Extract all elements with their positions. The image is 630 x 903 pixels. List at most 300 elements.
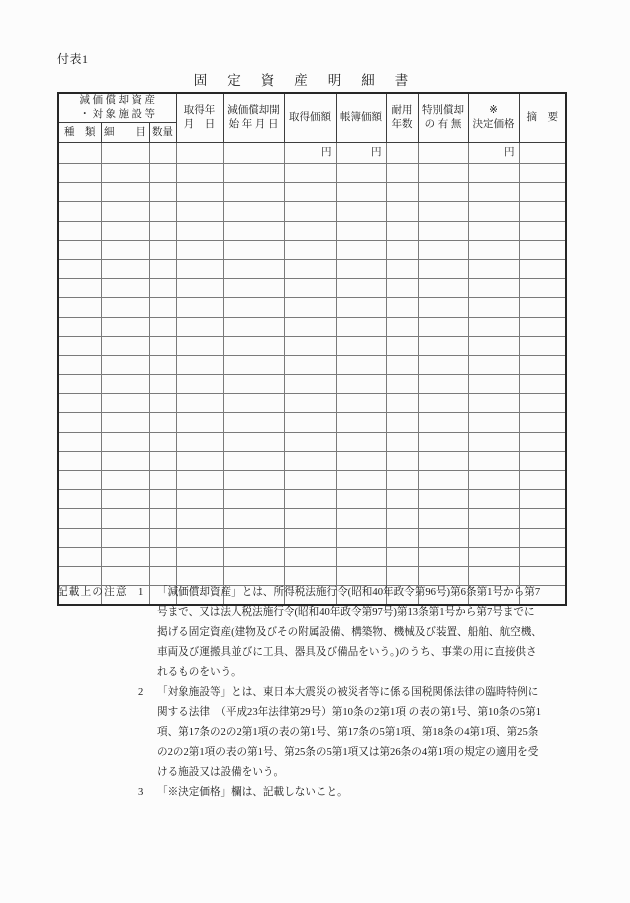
table-cell xyxy=(284,240,336,259)
table-cell xyxy=(284,355,336,374)
table-cell xyxy=(176,375,223,394)
table-cell xyxy=(418,298,468,317)
table-cell xyxy=(176,240,223,259)
table-cell xyxy=(418,221,468,240)
table-cell xyxy=(386,432,418,451)
table-cell xyxy=(519,375,566,394)
table-cell xyxy=(58,509,101,528)
table-cell xyxy=(519,432,566,451)
header-special-depreciation xyxy=(418,93,468,143)
note-line: ける施設又は設備をいう。 xyxy=(157,767,285,778)
header-useful-life-line1: 耐用 xyxy=(391,105,413,117)
asterisk-mark: ※ xyxy=(489,105,498,117)
table-cell xyxy=(101,413,149,432)
table-cell xyxy=(149,451,176,470)
table-cell xyxy=(418,164,468,183)
header-acquisition-date-line1: 取得年 xyxy=(183,105,216,117)
table-cell xyxy=(58,413,101,432)
table-cell xyxy=(58,298,101,317)
table-cell xyxy=(336,259,386,278)
table-cell xyxy=(223,279,284,298)
note-text xyxy=(157,783,577,803)
table-cell xyxy=(223,509,284,528)
header-acquisition-date xyxy=(176,93,223,143)
group-header-depreciable-assets xyxy=(58,93,176,123)
table-cell xyxy=(101,471,149,490)
table-cell xyxy=(418,471,468,490)
table-cell xyxy=(149,298,176,317)
table-cell xyxy=(223,471,284,490)
table-cell xyxy=(58,375,101,394)
table-row xyxy=(58,202,566,221)
table-cell xyxy=(519,143,566,164)
table-cell xyxy=(58,143,101,164)
table-cell xyxy=(336,432,386,451)
table-cell xyxy=(149,259,176,278)
table-cell xyxy=(468,164,519,183)
table-cell xyxy=(149,317,176,336)
table-row xyxy=(58,183,566,202)
table-row xyxy=(58,259,566,278)
table-cell xyxy=(58,183,101,202)
note-line: 項、第17条の2の2第1項の表の第1号、第17条の5第1項、第18条の4第1項、第25条 xyxy=(157,727,539,738)
table-cell xyxy=(336,490,386,509)
table-cell xyxy=(386,471,418,490)
table-cell xyxy=(284,279,336,298)
table-cell xyxy=(58,528,101,547)
table-cell xyxy=(418,317,468,336)
table-cell xyxy=(519,259,566,278)
header-decided-price-line2: 決定価格 xyxy=(472,119,515,130)
table-cell xyxy=(284,547,336,566)
table-cell xyxy=(176,202,223,221)
table-cell xyxy=(101,221,149,240)
header-special-depreciation-line1: 特別償却 xyxy=(422,105,465,117)
table-cell xyxy=(223,394,284,413)
table-cell xyxy=(223,355,284,374)
table-cell xyxy=(223,413,284,432)
table-cell xyxy=(468,451,519,470)
table-cell xyxy=(176,394,223,413)
table-cell xyxy=(386,355,418,374)
table-cell xyxy=(284,432,336,451)
table-cell xyxy=(101,375,149,394)
table-row xyxy=(58,336,566,355)
table-cell xyxy=(101,202,149,221)
asset-table-body xyxy=(58,143,566,606)
table-cell xyxy=(418,279,468,298)
table-cell xyxy=(519,183,566,202)
note-text xyxy=(157,683,577,783)
appendix-label: 付表1 xyxy=(57,52,89,66)
table-cell xyxy=(519,471,566,490)
table-cell xyxy=(386,221,418,240)
document-title: 固定資産明細書 xyxy=(193,73,429,88)
note-item xyxy=(138,683,577,783)
table-cell xyxy=(223,547,284,566)
note-number: 1 xyxy=(138,587,144,598)
table-cell xyxy=(468,355,519,374)
table-cell xyxy=(336,279,386,298)
table-cell xyxy=(336,221,386,240)
table-cell xyxy=(58,471,101,490)
table-cell xyxy=(149,279,176,298)
table-cell xyxy=(101,547,149,566)
table-row xyxy=(58,240,566,259)
table-cell xyxy=(336,413,386,432)
table-cell xyxy=(58,221,101,240)
table-cell xyxy=(519,451,566,470)
table-cell xyxy=(418,432,468,451)
table-cell xyxy=(284,336,336,355)
table-cell xyxy=(223,240,284,259)
table-cell xyxy=(284,221,336,240)
table-cell xyxy=(223,183,284,202)
table-cell xyxy=(519,164,566,183)
note-number: 2 xyxy=(138,687,144,698)
table-cell xyxy=(149,336,176,355)
table-cell xyxy=(519,221,566,240)
table-cell xyxy=(284,528,336,547)
table-cell xyxy=(468,413,519,432)
table-cell xyxy=(223,375,284,394)
table-cell xyxy=(418,375,468,394)
table-cell xyxy=(58,164,101,183)
table-cell xyxy=(223,336,284,355)
table-row xyxy=(58,509,566,528)
note-line: 号まで、又は法人税法施行令(昭和40年政令第97号)第13条第1号から第7号までに xyxy=(157,607,535,618)
header-depreciation-start-date xyxy=(223,93,284,143)
table-cell xyxy=(468,471,519,490)
unit-yen-decided-price: 円 xyxy=(468,143,519,164)
table-cell xyxy=(58,432,101,451)
table-cell xyxy=(223,164,284,183)
table-cell xyxy=(149,490,176,509)
table-cell xyxy=(386,509,418,528)
table-cell xyxy=(468,432,519,451)
table-cell xyxy=(468,279,519,298)
table-cell xyxy=(386,413,418,432)
note-item xyxy=(138,783,577,803)
table-cell xyxy=(386,240,418,259)
table-cell xyxy=(336,240,386,259)
table-cell xyxy=(149,202,176,221)
table-cell xyxy=(418,259,468,278)
note-line: 「対象施設等」とは、東日本大震災の被災者等に係る国税関係法律の臨時特例に xyxy=(157,687,539,698)
table-cell xyxy=(101,509,149,528)
unit-row xyxy=(58,143,566,164)
table-cell xyxy=(386,394,418,413)
notes-label: 記載上の注意 xyxy=(57,587,128,598)
table-cell xyxy=(284,259,336,278)
table-cell xyxy=(176,298,223,317)
table-cell xyxy=(149,221,176,240)
table-row xyxy=(58,547,566,566)
table-cell xyxy=(223,528,284,547)
table-cell xyxy=(336,375,386,394)
table-row xyxy=(58,164,566,183)
table-row xyxy=(58,471,566,490)
table-cell xyxy=(418,509,468,528)
table-cell xyxy=(176,336,223,355)
table-cell xyxy=(176,509,223,528)
header-acquisition-price: 取得価額 xyxy=(284,93,336,143)
table-cell xyxy=(223,298,284,317)
table-row xyxy=(58,279,566,298)
table-cell xyxy=(101,143,149,164)
table-cell xyxy=(58,547,101,566)
note-line: 掲げる固定資産(建物及びその附属設備、構築物、機械及び装置、船舶、航空機、 xyxy=(157,627,542,638)
table-cell xyxy=(176,471,223,490)
asset-table-header xyxy=(58,93,566,143)
group-header-line1: 減価償却資産 xyxy=(79,95,158,107)
table-cell xyxy=(101,317,149,336)
table-cell xyxy=(519,298,566,317)
table-cell xyxy=(101,336,149,355)
table-cell xyxy=(519,240,566,259)
table-cell xyxy=(101,432,149,451)
note-line: の2の2第1項の表の第1号、第25条の5第1項又は第26条の4第1項の規定の適用を受 xyxy=(157,747,539,758)
table-cell xyxy=(418,183,468,202)
table-cell xyxy=(101,279,149,298)
table-cell xyxy=(386,279,418,298)
table-cell xyxy=(149,355,176,374)
table-cell xyxy=(58,240,101,259)
table-cell xyxy=(386,547,418,566)
table-cell xyxy=(58,202,101,221)
table-cell xyxy=(101,490,149,509)
table-cell xyxy=(519,528,566,547)
table-cell xyxy=(223,143,284,164)
table-cell xyxy=(58,317,101,336)
table-cell xyxy=(176,547,223,566)
table-cell xyxy=(149,164,176,183)
table-cell xyxy=(386,202,418,221)
table-cell xyxy=(418,490,468,509)
table-row xyxy=(58,355,566,374)
subheader-type: 種 類 xyxy=(58,123,101,143)
table-cell xyxy=(336,355,386,374)
table-row xyxy=(58,394,566,413)
table-cell xyxy=(386,298,418,317)
subheader-quantity: 数量 xyxy=(149,123,176,143)
header-decided-price xyxy=(468,93,519,143)
table-cell xyxy=(468,298,519,317)
table-cell xyxy=(223,202,284,221)
table-cell xyxy=(336,202,386,221)
table-cell xyxy=(336,164,386,183)
table-cell xyxy=(176,528,223,547)
note-line: 車両及び運搬具並びに工具、器具及び備品をいう。)のうち、事業の用に直接供さ xyxy=(157,647,537,658)
table-cell xyxy=(149,413,176,432)
table-cell xyxy=(58,259,101,278)
table-cell xyxy=(519,279,566,298)
table-row xyxy=(58,528,566,547)
table-cell xyxy=(468,375,519,394)
table-cell xyxy=(418,355,468,374)
table-cell xyxy=(284,164,336,183)
table-cell xyxy=(58,451,101,470)
table-cell xyxy=(284,375,336,394)
table-cell xyxy=(149,471,176,490)
table-cell xyxy=(468,240,519,259)
table-cell xyxy=(223,432,284,451)
table-cell xyxy=(176,143,223,164)
table-cell xyxy=(149,509,176,528)
header-acquisition-date-line2: 月 日 xyxy=(183,119,216,130)
notes-section xyxy=(57,583,577,803)
table-cell xyxy=(58,355,101,374)
table-cell xyxy=(519,394,566,413)
table-cell xyxy=(468,317,519,336)
table-cell xyxy=(336,183,386,202)
table-cell xyxy=(101,355,149,374)
table-cell xyxy=(284,298,336,317)
table-cell xyxy=(149,528,176,547)
table-cell xyxy=(386,375,418,394)
table-cell xyxy=(176,355,223,374)
table-cell xyxy=(58,394,101,413)
table-cell xyxy=(519,202,566,221)
header-depreciation-start-line1: 減価償却開 xyxy=(227,105,280,117)
fixed-asset-table xyxy=(57,92,567,606)
note-item xyxy=(138,583,577,683)
table-cell xyxy=(519,413,566,432)
table-row xyxy=(58,298,566,317)
table-cell xyxy=(101,394,149,413)
table-cell xyxy=(101,528,149,547)
table-cell xyxy=(176,432,223,451)
table-cell xyxy=(284,490,336,509)
unit-yen-acquisition-price: 円 xyxy=(284,143,336,164)
table-cell xyxy=(468,547,519,566)
subheader-detail: 細 目 xyxy=(101,123,149,143)
table-cell xyxy=(336,528,386,547)
table-cell xyxy=(149,547,176,566)
note-line: れるものをいう。 xyxy=(157,667,242,678)
table-cell xyxy=(284,183,336,202)
table-cell xyxy=(223,451,284,470)
header-useful-life xyxy=(386,93,418,143)
table-cell xyxy=(336,509,386,528)
table-cell xyxy=(284,317,336,336)
table-cell xyxy=(223,490,284,509)
table-cell xyxy=(418,547,468,566)
table-cell xyxy=(176,413,223,432)
table-cell xyxy=(149,183,176,202)
table-cell xyxy=(386,183,418,202)
group-header-line2: ・対象施設等 xyxy=(79,109,158,120)
table-cell xyxy=(386,164,418,183)
table-row xyxy=(58,375,566,394)
table-row xyxy=(58,490,566,509)
table-cell xyxy=(519,317,566,336)
table-cell xyxy=(284,509,336,528)
table-cell xyxy=(223,259,284,278)
table-cell xyxy=(336,336,386,355)
table-row xyxy=(58,432,566,451)
table-cell xyxy=(176,221,223,240)
table-cell xyxy=(336,471,386,490)
table-cell xyxy=(176,317,223,336)
notes-items xyxy=(138,583,577,803)
table-cell xyxy=(386,336,418,355)
table-cell xyxy=(336,547,386,566)
note-number: 3 xyxy=(138,787,144,798)
table-cell xyxy=(284,413,336,432)
table-row xyxy=(58,413,566,432)
table-cell xyxy=(468,528,519,547)
table-cell xyxy=(223,221,284,240)
note-line: 「※決定価格」欄は、記載しないこと。 xyxy=(157,787,348,798)
table-cell xyxy=(418,394,468,413)
table-cell xyxy=(519,509,566,528)
table-cell xyxy=(101,240,149,259)
table-cell xyxy=(519,355,566,374)
table-cell xyxy=(101,183,149,202)
table-row xyxy=(58,221,566,240)
table-cell xyxy=(176,259,223,278)
table-cell xyxy=(519,490,566,509)
note-text xyxy=(157,583,577,683)
header-row-top xyxy=(58,93,566,123)
table-cell xyxy=(468,509,519,528)
header-remarks: 摘 要 xyxy=(519,93,566,143)
table-cell xyxy=(101,451,149,470)
table-cell xyxy=(149,394,176,413)
table-cell xyxy=(468,221,519,240)
table-cell xyxy=(176,279,223,298)
table-cell xyxy=(519,547,566,566)
table-cell xyxy=(176,490,223,509)
table-cell xyxy=(418,240,468,259)
table-cell xyxy=(386,317,418,336)
table-cell xyxy=(386,451,418,470)
table-cell xyxy=(418,143,468,164)
table-cell xyxy=(149,240,176,259)
table-cell xyxy=(149,375,176,394)
header-useful-life-line2: 年数 xyxy=(391,119,413,130)
table-cell xyxy=(58,336,101,355)
note-line: 関する法律 （平成23年法律第29号）第10条の2第1項 の表の第1号、第10条の5第1 xyxy=(157,707,542,718)
table-cell xyxy=(386,490,418,509)
table-cell xyxy=(468,202,519,221)
table-cell xyxy=(284,202,336,221)
table-cell xyxy=(101,298,149,317)
table-cell xyxy=(223,317,284,336)
table-cell xyxy=(468,259,519,278)
table-cell xyxy=(176,164,223,183)
table-cell xyxy=(336,298,386,317)
table-cell xyxy=(336,317,386,336)
header-depreciation-start-line2: 始 年 月 日 xyxy=(228,119,279,130)
table-cell xyxy=(468,336,519,355)
table-cell xyxy=(386,143,418,164)
table-cell xyxy=(58,279,101,298)
table-cell xyxy=(176,451,223,470)
table-cell xyxy=(101,164,149,183)
header-book-value: 帳簿価額 xyxy=(336,93,386,143)
table-cell xyxy=(284,471,336,490)
table-cell xyxy=(101,259,149,278)
table-cell xyxy=(58,490,101,509)
table-row xyxy=(58,451,566,470)
table-cell xyxy=(468,490,519,509)
table-cell xyxy=(386,528,418,547)
table-cell xyxy=(418,336,468,355)
table-cell xyxy=(418,451,468,470)
table-cell xyxy=(284,451,336,470)
